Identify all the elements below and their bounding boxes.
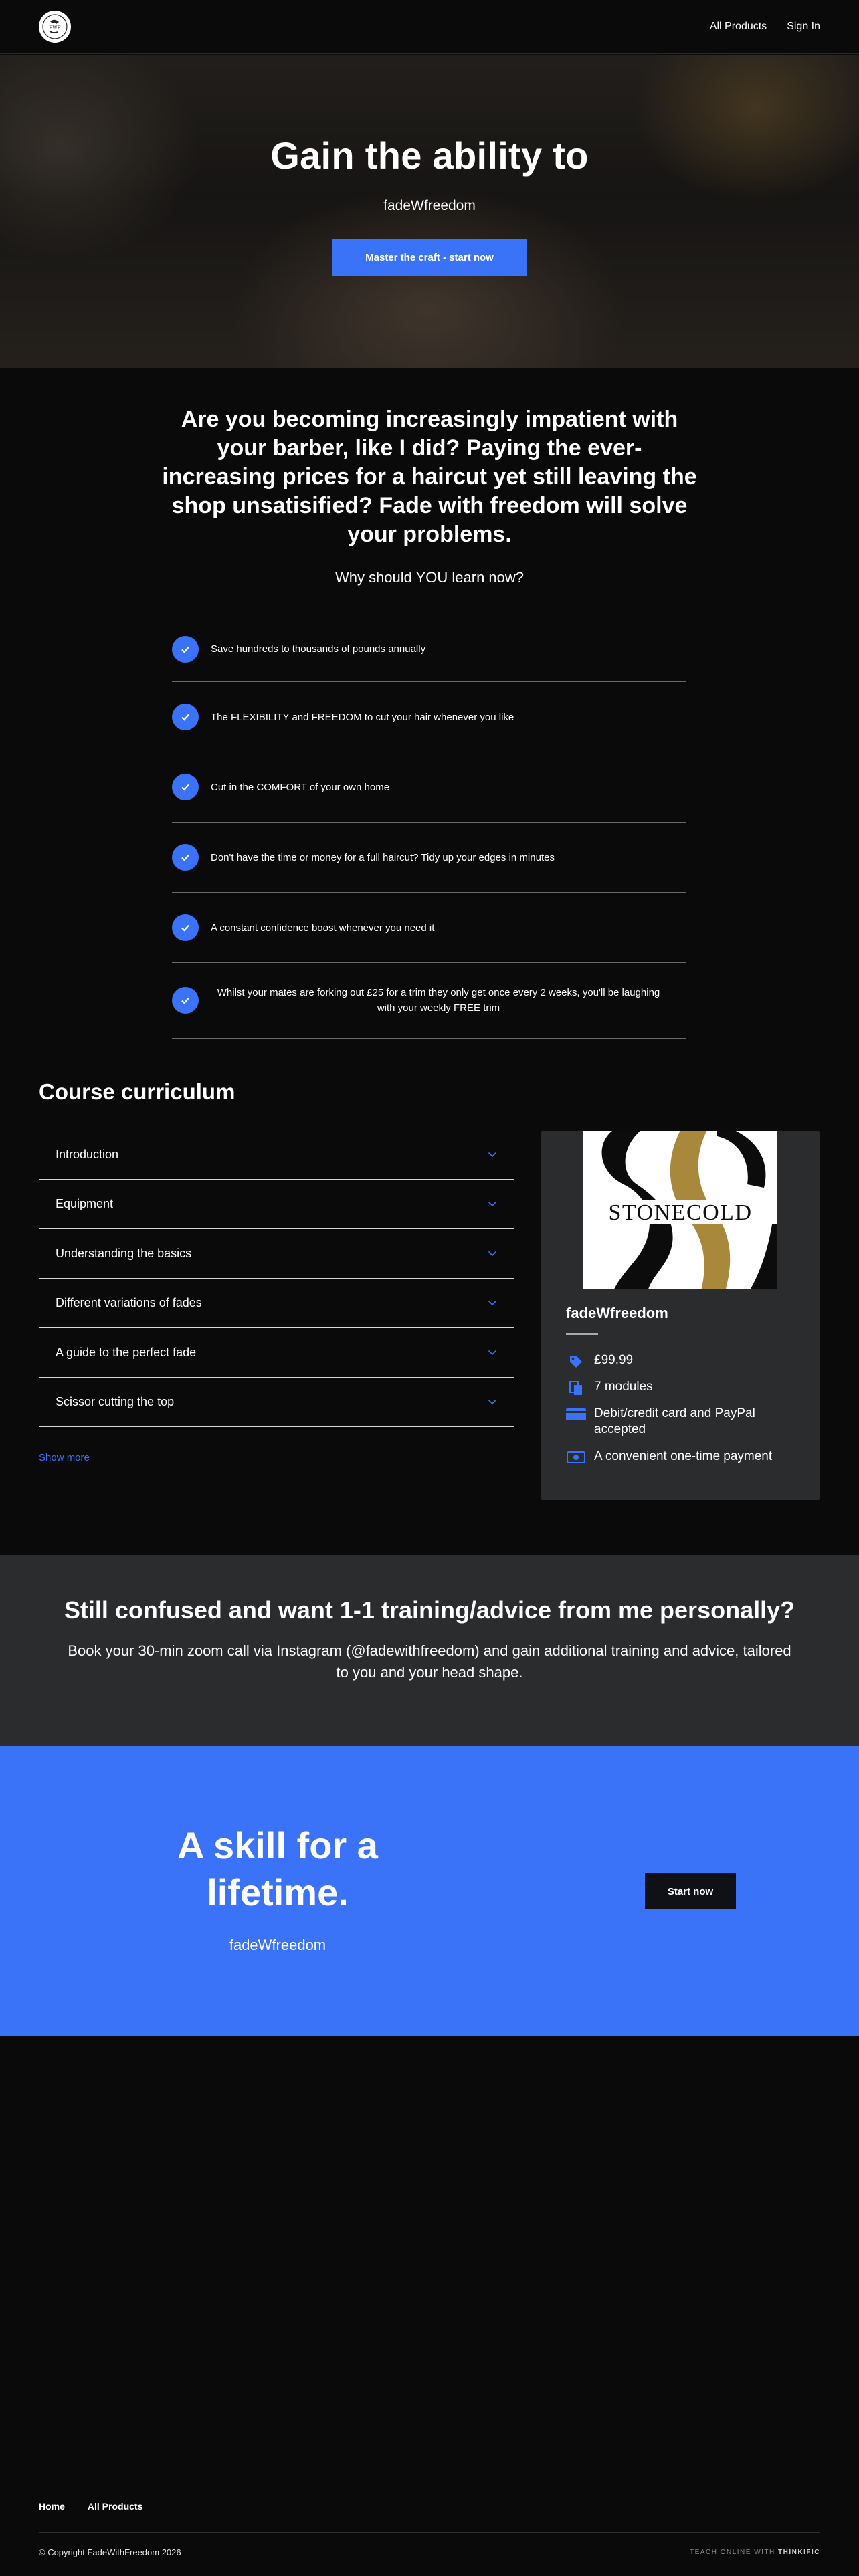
curriculum-item-label: A guide to the perfect fade bbox=[56, 1346, 197, 1359]
stonecold-logo-image bbox=[583, 1131, 777, 1289]
chevron-down-icon bbox=[488, 1251, 497, 1257]
intro-headline: Are you becoming increasingly impatient with your barber, like I did? Paying the ever-increasing prices for a haircut yet still leaving the shop unsatisified? Fade with freedom will solve your problems. bbox=[162, 407, 697, 547]
consultation-title: Still confused and want 1-1 training/advice from me personally? bbox=[64, 1596, 795, 1624]
start-now-button[interactable]: Start now bbox=[645, 1873, 736, 1909]
product-card bbox=[541, 1131, 820, 1500]
cta-title: A skill for a lifetime. bbox=[177, 1824, 378, 1913]
product-title: fadeWfreedom bbox=[566, 1305, 668, 1321]
logo-emblem-icon bbox=[41, 13, 68, 40]
svg-text:STONECOLD: STONECOLD bbox=[608, 1200, 753, 1225]
copyright-text: © Copyright FadeWithFreedom 2026 bbox=[39, 2547, 181, 2557]
powered-by-prefix: TEACH ONLINE WITH bbox=[690, 2549, 775, 2556]
show-more-link[interactable]: Show more bbox=[39, 1452, 90, 1463]
curriculum-item[interactable] bbox=[39, 1328, 514, 1378]
curriculum-item[interactable] bbox=[39, 1130, 514, 1180]
payment-methods-row bbox=[566, 1406, 800, 1438]
consultation-section bbox=[0, 1555, 859, 1746]
curriculum-item-label: Different variations of fades bbox=[56, 1296, 202, 1309]
benefit-item bbox=[172, 617, 686, 682]
card-icon bbox=[566, 1407, 586, 1422]
chevron-down-icon bbox=[488, 1201, 497, 1207]
modules-row bbox=[566, 1379, 800, 1396]
hero-banner bbox=[0, 55, 859, 368]
benefit-item bbox=[172, 752, 686, 823]
curriculum-item[interactable] bbox=[39, 1279, 514, 1328]
why-learn-heading: Why should YOU learn now? bbox=[335, 569, 524, 586]
benefit-text: Whilst your mates are forking out £25 for a trim they only get once every 2 weeks, you'll be laughing with your weekly FREE trim bbox=[217, 987, 660, 1014]
product-payment-type: A convenient one-time payment bbox=[594, 1449, 773, 1463]
product-modules: 7 modules bbox=[594, 1380, 653, 1394]
product-image bbox=[583, 1131, 777, 1289]
curriculum-title: Course curriculum bbox=[39, 1079, 235, 1104]
check-icon bbox=[172, 704, 199, 730]
benefit-item bbox=[172, 682, 686, 752]
chevron-down-icon bbox=[488, 1152, 497, 1158]
check-icon bbox=[172, 987, 199, 1014]
nav-sign-in[interactable]: Sign In bbox=[787, 21, 820, 32]
hero-title: Gain the ability to bbox=[270, 134, 589, 177]
benefit-text: Don't have the time or money for a full haircut? Tidy up your edges in minutes bbox=[211, 851, 555, 863]
cta-subtitle: fadeWfreedom bbox=[229, 1937, 326, 1953]
payment-type-row bbox=[566, 1448, 800, 1465]
check-icon bbox=[172, 914, 199, 941]
price-row bbox=[566, 1352, 800, 1370]
footer-nav bbox=[39, 2501, 142, 2512]
chevron-down-icon bbox=[488, 1350, 497, 1356]
product-payment-methods: Debit/credit card and PayPal accepted bbox=[594, 1406, 755, 1436]
curriculum-item-label: Introduction bbox=[56, 1148, 119, 1161]
powered-by-link[interactable] bbox=[690, 2549, 820, 2556]
price-tag-icon bbox=[566, 1354, 586, 1370]
curriculum-item[interactable] bbox=[39, 1378, 514, 1427]
site-header bbox=[0, 0, 859, 54]
powered-by-brand: THINKIFIC bbox=[778, 2549, 820, 2556]
check-icon bbox=[172, 774, 199, 800]
consultation-body: Book your 30-min zoom call via Instagram (@fadewithfreedom) and gain additional training and advice, tailored to you and your head shape. bbox=[68, 1642, 791, 1681]
modules-icon bbox=[566, 1380, 586, 1396]
benefit-item bbox=[172, 963, 686, 1039]
benefit-item bbox=[172, 823, 686, 893]
curriculum-item-label: Equipment bbox=[56, 1197, 114, 1210]
benefits-list bbox=[172, 617, 686, 1039]
payment-icon bbox=[566, 1450, 586, 1465]
benefit-text: Save hundreds to thousands of pounds annually bbox=[211, 643, 426, 655]
top-nav bbox=[710, 21, 820, 33]
benefit-text: A constant confidence boost whenever you need it bbox=[211, 922, 435, 934]
footer-divider bbox=[39, 2532, 820, 2533]
chevron-down-icon bbox=[488, 1300, 497, 1306]
curriculum-item-label: Scissor cutting the top bbox=[56, 1395, 175, 1408]
benefit-item bbox=[172, 893, 686, 963]
benefit-text: Cut in the COMFORT of your own home bbox=[211, 781, 390, 793]
check-icon bbox=[172, 844, 199, 871]
curriculum-item[interactable] bbox=[39, 1229, 514, 1279]
svg-text:FWF: FWF bbox=[49, 25, 61, 31]
site-logo[interactable] bbox=[39, 11, 71, 43]
curriculum-item-label: Understanding the basics bbox=[56, 1247, 192, 1260]
title-divider bbox=[566, 1333, 598, 1335]
hero-subtitle: fadeWfreedom bbox=[383, 198, 476, 213]
hero-cta-button[interactable]: Master the craft - start now bbox=[332, 239, 527, 276]
cta-banner bbox=[0, 1746, 859, 2036]
product-price: £99.99 bbox=[594, 1353, 634, 1367]
curriculum-accordion bbox=[39, 1130, 514, 1427]
curriculum-item[interactable] bbox=[39, 1180, 514, 1229]
check-icon bbox=[172, 636, 199, 663]
benefit-text: The FLEXIBILITY and FREEDOM to cut your hair whenever you like bbox=[211, 711, 514, 723]
nav-all-products[interactable]: All Products bbox=[709, 21, 767, 32]
chevron-down-icon bbox=[488, 1399, 497, 1405]
footer-link-all-products[interactable]: All Products bbox=[87, 2501, 143, 2512]
footer-link-home[interactable]: Home bbox=[39, 2501, 65, 2512]
